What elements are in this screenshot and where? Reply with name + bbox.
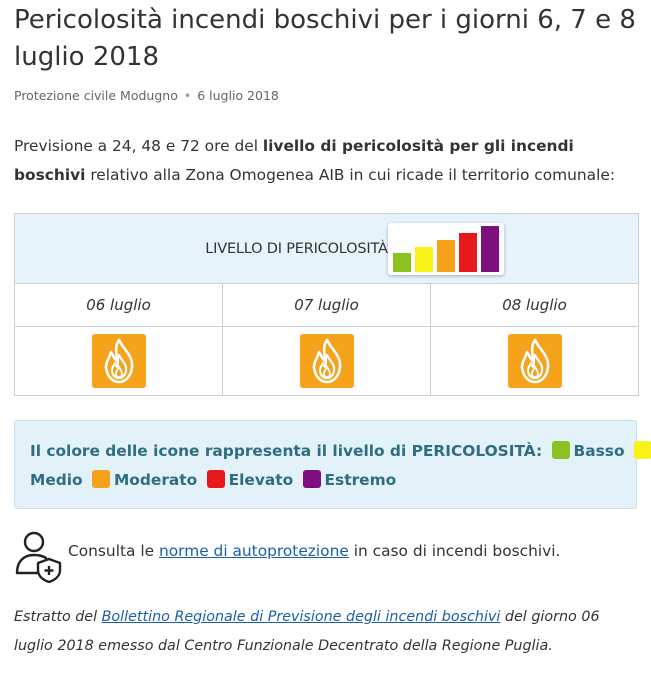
bulletin-footer [14, 603, 639, 661]
publish-date: 6 luglio 2018 [197, 88, 279, 103]
scale-bar-basso [393, 253, 411, 272]
swatch-medio [634, 441, 651, 459]
footer-text-end: del giorno 06 luglio 2018 emesso dal Centro Funzionale Decentrato della Regione Puglia. [14, 609, 600, 654]
user-shield-icon [14, 529, 64, 583]
intro-paragraph [14, 132, 639, 190]
legend-info-box [14, 420, 637, 509]
intro-bold: livello di pericolosità per gli incendi boschivi [14, 137, 574, 184]
scale-bar-elevato [459, 233, 477, 272]
legend-basso: Basso [573, 442, 625, 460]
swatch-basso [552, 441, 570, 459]
swatch-moderato [92, 470, 110, 488]
forecast-day-2-date: 08 luglio [431, 284, 639, 327]
legend-elevato: Elevato [228, 471, 294, 489]
scale-bar-moderato [437, 240, 455, 272]
swatch-estremo [303, 470, 321, 488]
forecast-table [14, 213, 639, 396]
author-link[interactable]: Protezione civile Modugno [14, 88, 178, 103]
intro-text-end: relativo alla Zona Omogenea AIB in cui ricade il territorio comunale: [85, 166, 616, 184]
legend-line-1 [30, 441, 651, 460]
forecast-day-2-icon-cell [431, 327, 639, 396]
forecast-day-1-icon-cell [223, 327, 431, 396]
legend-estremo: Estremo [324, 471, 397, 489]
protection-text [68, 542, 560, 560]
scale-bar-estremo [481, 226, 499, 272]
protection-notice [14, 529, 639, 583]
forecast-header [15, 214, 639, 284]
meta-separator: • [183, 88, 192, 103]
self-protection-link[interactable]: norme di autoprotezione [158, 542, 349, 560]
level-scale-icon [388, 223, 504, 275]
protection-text-end: in caso di incendi boschivi. [348, 542, 561, 560]
article-meta [14, 88, 279, 103]
legend-intro: Il colore delle icone rappresenta il livello di PERICOLOSITÀ: [30, 442, 543, 460]
bulletin-link[interactable]: Bollettino Regionale di Previsione degli incendi boschivi [101, 609, 501, 625]
fire-icon [508, 334, 562, 388]
level-label: LIVELLO DI PERICOLOSITÀ [205, 240, 388, 257]
forecast-day-0-icon-cell [15, 327, 223, 396]
article-title: Pericolosità incendi boschivi per i giorni 6, 7 e 8 luglio 2018 [14, 5, 636, 72]
swatch-elevato [207, 470, 225, 488]
forecast-day-0-date: 06 luglio [15, 284, 223, 327]
fire-icon [92, 334, 146, 388]
forecast-day-1-date: 07 luglio [223, 284, 431, 327]
legend-line-2 [30, 470, 396, 489]
fire-icon [300, 334, 354, 388]
footer-text-start: Estratto del [14, 609, 102, 625]
legend-medio: Medio [30, 471, 83, 489]
protection-text-start: Consulta le [68, 542, 159, 560]
intro-text: Previsione a 24, 48 e 72 ore del [14, 137, 263, 155]
legend-moderato: Moderato [113, 471, 198, 489]
scale-bar-medio [415, 247, 433, 272]
